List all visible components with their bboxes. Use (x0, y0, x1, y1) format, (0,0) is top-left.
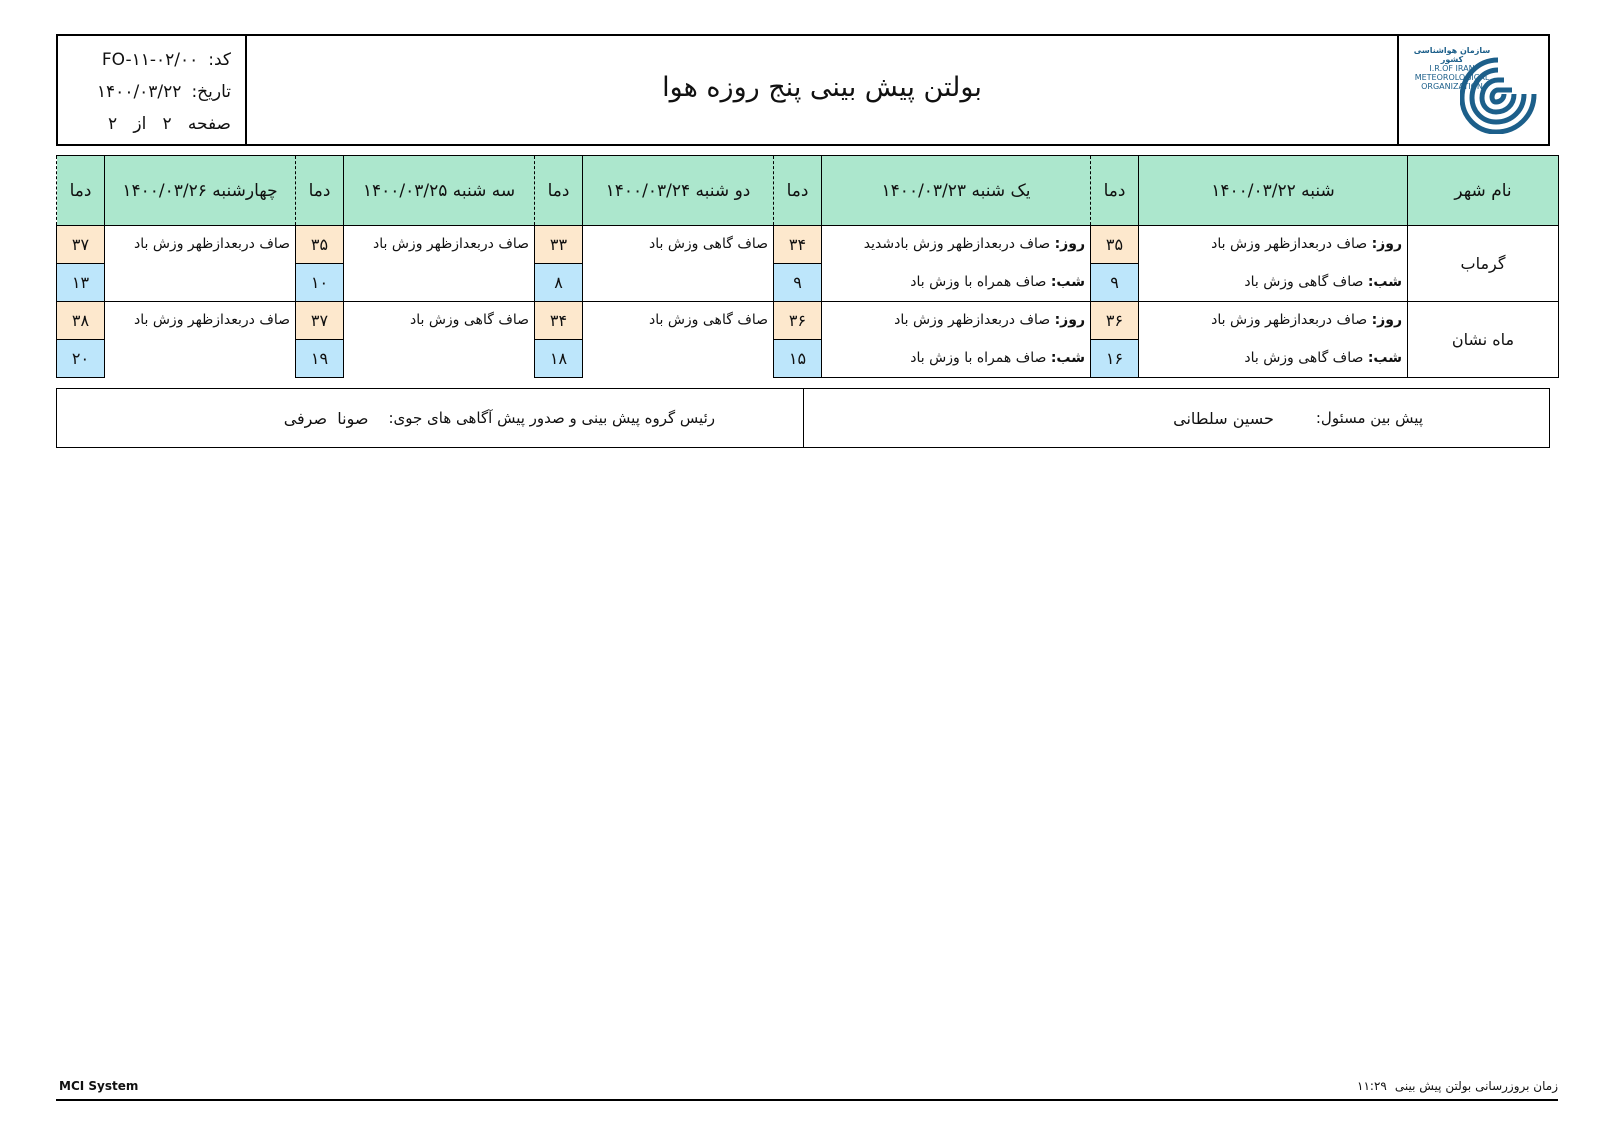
update-time: ۱۱:۲۹ (1357, 1079, 1387, 1093)
forecaster-name: حسین سلطانی (1173, 408, 1274, 428)
logo-text-en: I.R.OF IRAN METEOROLOGICAL ORGANIZATION (1414, 64, 1490, 91)
code-label: کد: (208, 50, 231, 70)
min-temp: ۸ (535, 264, 583, 302)
forecaster-label: پیش بین مسئول: (1315, 409, 1423, 427)
temp-header: دما (1091, 156, 1139, 226)
day-forecast-text: صاف دربعدازظهر وزش باد (894, 312, 1051, 328)
date-value: ۱۴۰۰/۰۳/۲۲ (96, 82, 182, 102)
code-row (58, 44, 231, 76)
day-label: روز: (1371, 236, 1402, 252)
day-forecast: صاف گاهی وزش باد (344, 302, 535, 378)
min-temp: ۹ (1091, 264, 1139, 302)
document-meta (58, 36, 247, 144)
day-forecast (1139, 302, 1408, 340)
table-header-row (57, 156, 1559, 226)
code-value: FO-۱۱-۰۲/۰۰ (101, 50, 199, 70)
page-title: بولتن پیش بینی پنج روزه هوا (662, 71, 982, 103)
forecaster-signature (803, 389, 1549, 447)
min-temp: ۱۳ (57, 264, 105, 302)
signature-box (56, 388, 1550, 448)
day-forecast: صاف دربعدازظهر وزش باد (105, 302, 296, 378)
max-temp: ۳۶ (774, 302, 822, 340)
city-name: ماه نشان (1408, 302, 1559, 378)
day-forecast: صاف گاهی وزش باد (583, 302, 774, 378)
table-row (57, 302, 1559, 340)
temp-header: دما (296, 156, 344, 226)
night-forecast (822, 264, 1091, 302)
night-forecast-text: صاف گاهی وزش باد (1244, 273, 1364, 290)
update-label: زمان بروزرسانی بولتن پیش بینی (1394, 1079, 1558, 1093)
night-label: شب: (1367, 349, 1402, 366)
page-number: صفحه ۲ از ۲ (108, 114, 231, 134)
day-forecast: صاف دربعدازظهر وزش باد (105, 226, 296, 302)
update-time-info (1357, 1079, 1558, 1093)
temp-header: دما (57, 156, 105, 226)
night-forecast-text: صاف گاهی وزش باد (1244, 349, 1364, 366)
max-temp: ۳۵ (1091, 226, 1139, 264)
head-label: رئیس گروه پیش بینی و صدور پیش آگاهی های جوی: (388, 409, 715, 427)
head-name: صونا صرفی (283, 408, 369, 428)
night-forecast (822, 340, 1091, 378)
max-temp: ۳۵ (296, 226, 344, 264)
day-forecast (822, 226, 1091, 264)
city-name: گرماب (1408, 226, 1559, 302)
min-temp: ۹ (774, 264, 822, 302)
temp-header: دما (774, 156, 822, 226)
day-header: یک شنبه ۱۴۰۰/۰۳/۲۳ (822, 156, 1091, 226)
city-column-header: نام شهر (1408, 156, 1559, 226)
night-forecast-text: صاف همراه با وزش باد (910, 273, 1047, 290)
page-footer (56, 1079, 1558, 1101)
day-label: روز: (1371, 312, 1402, 328)
night-forecast (1139, 340, 1408, 378)
min-temp: ۱۸ (535, 340, 583, 378)
forecast-table (56, 155, 1559, 378)
day-forecast-text: صاف دربعدازظهر وزش باد (1211, 312, 1368, 328)
night-forecast (1139, 264, 1408, 302)
night-label: شب: (1367, 273, 1402, 290)
day-forecast (1139, 226, 1408, 264)
day-forecast-text: صاف دربعدازظهر وزش بادشدید (863, 236, 1051, 252)
head-signature (57, 389, 803, 447)
max-temp: ۳۶ (1091, 302, 1139, 340)
bulletin-header (56, 34, 1550, 146)
date-row (58, 76, 231, 108)
day-label: روز: (1054, 236, 1085, 252)
max-temp: ۳۴ (535, 302, 583, 340)
day-header: دو شنبه ۱۴۰۰/۰۳/۲۴ (583, 156, 774, 226)
max-temp: ۳۷ (57, 226, 105, 264)
min-temp: ۱۰ (296, 264, 344, 302)
table-row (57, 226, 1559, 264)
day-forecast: صاف دربعدازظهر وزش باد (344, 226, 535, 302)
night-forecast-text: صاف همراه با وزش باد (910, 349, 1047, 366)
max-temp: ۳۳ (535, 226, 583, 264)
day-forecast: صاف گاهی وزش باد (583, 226, 774, 302)
system-name: MCI System (59, 1079, 139, 1093)
min-temp: ۱۶ (1091, 340, 1139, 378)
organization-logo (1397, 36, 1548, 144)
min-temp: ۱۹ (296, 340, 344, 378)
page-row (58, 108, 231, 140)
min-temp: ۲۰ (57, 340, 105, 378)
day-header: سه شنبه ۱۴۰۰/۰۳/۲۵ (344, 156, 535, 226)
max-temp: ۳۸ (57, 302, 105, 340)
night-label: شب: (1050, 349, 1085, 366)
max-temp: ۳۴ (774, 226, 822, 264)
logo-text-fa: سازمان هواشناسی کشور (1413, 46, 1491, 64)
night-label: شب: (1050, 273, 1085, 290)
temp-header: دما (535, 156, 583, 226)
day-label: روز: (1054, 312, 1085, 328)
day-header: چهارشنبه ۱۴۰۰/۰۳/۲۶ (105, 156, 296, 226)
day-forecast (822, 302, 1091, 340)
day-header: شنبه ۱۴۰۰/۰۳/۲۲ (1139, 156, 1408, 226)
spiral-logo-icon (1460, 46, 1538, 134)
date-label: تاریخ: (191, 82, 231, 102)
day-forecast-text: صاف دربعدازظهر وزش باد (1211, 236, 1368, 252)
min-temp: ۱۵ (774, 340, 822, 378)
max-temp: ۳۷ (296, 302, 344, 340)
